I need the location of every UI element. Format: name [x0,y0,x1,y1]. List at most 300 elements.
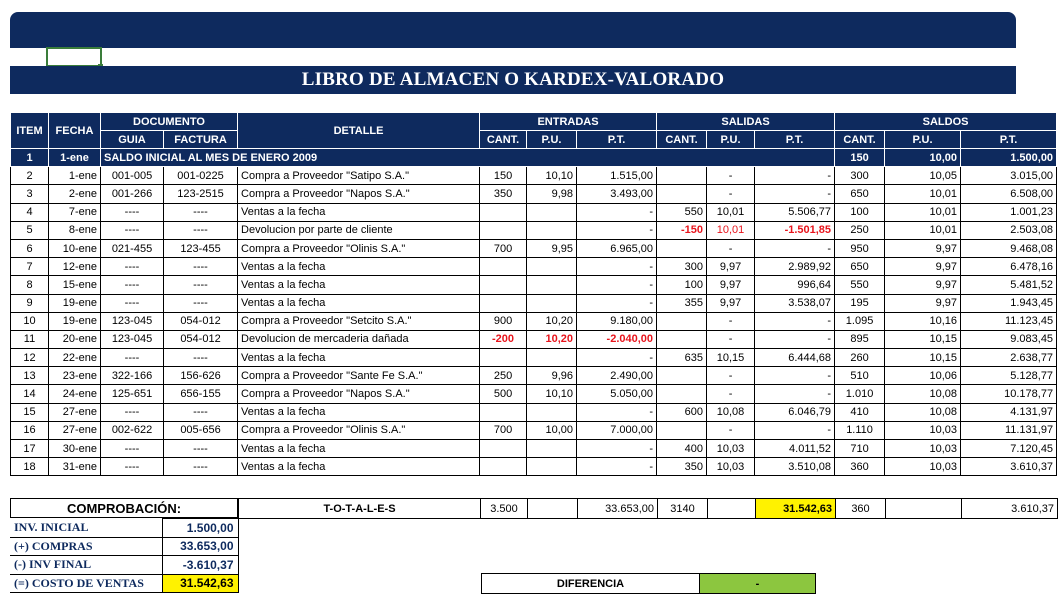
cell-saldo-pu[interactable]: 10,03 [885,440,961,458]
cell-saldo-pu[interactable]: 10,16 [885,312,961,330]
cell-entradas-cant[interactable] [480,403,527,421]
cell-entradas-cant[interactable]: 700 [480,239,527,257]
selected-cell[interactable] [46,47,102,67]
cell-entradas-cant[interactable]: 900 [480,312,527,330]
cell-saldo-cant[interactable]: 550 [835,276,885,294]
cell-entradas-cant[interactable]: 700 [480,421,527,439]
cell-entradas-cant[interactable] [480,203,527,221]
cell-salidas-pt[interactable]: - [755,385,835,403]
cell-entradas-pt[interactable]: - [577,221,657,239]
cell-salidas-cant[interactable] [657,167,707,185]
diferencia-value[interactable]: - [700,574,816,594]
cell-factura[interactable]: 656-155 [164,385,238,403]
totals-saldos-pu[interactable] [886,499,962,519]
cell-guia[interactable]: ---- [101,221,164,239]
comprobacion-row [10,574,238,593]
cell-item[interactable]: 2 [11,167,49,185]
cell-guia[interactable]: ---- [101,294,164,312]
cell-entradas-pt[interactable]: - [577,203,657,221]
cell-fecha[interactable]: 1-ene [49,167,101,185]
cell-salidas-pt[interactable]: - [755,330,835,348]
cell-detalle[interactable]: Ventas a la fecha [238,276,480,294]
cell-entradas-cant[interactable]: 350 [480,185,527,203]
cell-entradas-pt[interactable]: - [577,349,657,367]
cell-saldo-cant[interactable]: 1.095 [835,312,885,330]
cell-detalle[interactable]: Compra a Proveedor "Setcito S.A." [238,312,480,330]
cell-guia[interactable]: 125-651 [101,385,164,403]
cell-guia[interactable]: ---- [101,458,164,476]
cell-salidas-pt[interactable]: 6.444,68 [755,349,835,367]
cell-saldo-pt[interactable]: 3.610,37 [961,458,1057,476]
cell-guia[interactable]: ---- [101,440,164,458]
cell-entradas-pt[interactable]: - [577,276,657,294]
cell-detalle[interactable]: Compra a Proveedor "Olinis S.A." [238,421,480,439]
cell-fecha[interactable]: 27-ene [49,403,101,421]
cell-entradas-cant[interactable] [480,349,527,367]
cell-factura[interactable]: 001-0225 [164,167,238,185]
cell-saldo-cant[interactable]: 710 [835,440,885,458]
cell-saldo-pu[interactable]: 10,08 [885,403,961,421]
cell-saldo-cant[interactable]: 150 [835,149,885,167]
table-row [11,385,1057,403]
cell-detalle[interactable]: Ventas a la fecha [238,403,480,421]
cell-saldo-pu[interactable]: 10,00 [885,149,961,167]
cell-fecha[interactable]: 10-ene [49,239,101,257]
cell-detalle[interactable]: SALDO INICIAL AL MES DE ENERO 2009 [101,149,835,167]
cell-detalle[interactable]: Devolucion de mercaderia dañada [238,330,480,348]
cell-entradas-pt[interactable]: -2.040,00 [577,330,657,348]
cell-salidas-pu[interactable]: 9,97 [707,294,755,312]
cell-salidas-cant[interactable]: 350 [657,458,707,476]
cell-salidas-pu[interactable]: - [707,185,755,203]
cell-entradas-pt[interactable]: 1.515,00 [577,167,657,185]
comprobacion-title: COMPROBACIÓN: [10,498,238,518]
cell-detalle[interactable]: Ventas a la fecha [238,458,480,476]
cell-saldo-pt[interactable]: 4.131,97 [961,403,1057,421]
table-row [11,440,1057,458]
cell-saldo-pt[interactable]: 9.468,08 [961,239,1057,257]
cell-factura[interactable]: ---- [164,458,238,476]
header-factura: FACTURA [164,131,238,149]
cell-item[interactable]: 17 [11,440,49,458]
diferencia-box [481,573,816,594]
cell-salidas-cant[interactable] [657,330,707,348]
header-entradas-pu: P.U. [527,131,577,149]
costo-ventas-label: (=) COSTO DE VENTAS [10,574,162,593]
cell-item[interactable]: 5 [11,221,49,239]
cell-item[interactable]: 9 [11,294,49,312]
cell-salidas-pt[interactable]: 2.989,92 [755,258,835,276]
cell-entradas-cant[interactable] [480,440,527,458]
cell-saldo-pt[interactable]: 1.500,00 [961,149,1057,167]
cell-salidas-pt[interactable]: - [755,367,835,385]
cell-entradas-pu[interactable] [527,221,577,239]
cell-salidas-pt[interactable]: 3.510,08 [755,458,835,476]
cell-saldo-pt[interactable]: 5.481,52 [961,276,1057,294]
totals-entradas-pu[interactable] [528,499,578,519]
cell-salidas-pu[interactable]: 10,01 [707,221,755,239]
cell-guia[interactable]: ---- [101,203,164,221]
cell-entradas-pu[interactable] [527,276,577,294]
header-fecha: FECHA [49,113,101,149]
cell-saldo-pu[interactable]: 9,97 [885,276,961,294]
table-row [11,294,1057,312]
cell-factura[interactable]: 005-656 [164,421,238,439]
cell-entradas-pu[interactable]: 9,95 [527,239,577,257]
cell-entradas-pt[interactable]: - [577,403,657,421]
cell-fecha[interactable]: 20-ene [49,330,101,348]
cell-entradas-pu[interactable] [527,403,577,421]
cell-factura[interactable]: 123-455 [164,239,238,257]
cell-saldo-cant[interactable]: 895 [835,330,885,348]
cell-factura[interactable]: ---- [164,440,238,458]
cell-salidas-pt[interactable]: -1.501,85 [755,221,835,239]
cell-guia[interactable]: ---- [101,403,164,421]
cell-guia[interactable]: 322-166 [101,367,164,385]
cell-entradas-pu[interactable]: 10,10 [527,167,577,185]
totals-saldos-cant[interactable]: 360 [836,499,886,519]
cell-saldo-cant[interactable]: 100 [835,203,885,221]
cell-item[interactable]: 15 [11,403,49,421]
table-row [11,421,1057,439]
cell-entradas-cant[interactable] [480,258,527,276]
cell-detalle[interactable]: Ventas a la fecha [238,349,480,367]
cell-salidas-pt[interactable]: - [755,421,835,439]
cell-entradas-pu[interactable]: 10,00 [527,421,577,439]
cell-guia[interactable]: ---- [101,276,164,294]
compras-label: (+) COMPRAS [10,537,162,556]
cell-guia[interactable]: 002-622 [101,421,164,439]
cell-factura[interactable]: ---- [164,258,238,276]
totals-salidas-pu[interactable] [708,499,756,519]
inv-final-value[interactable]: -3.610,37 [162,556,238,575]
table-row [11,185,1057,203]
cell-saldo-pu[interactable]: 10,08 [885,385,961,403]
cell-saldo-cant[interactable]: 510 [835,367,885,385]
cell-saldo-pt[interactable]: 3.015,00 [961,167,1057,185]
cell-salidas-cant[interactable] [657,421,707,439]
cell-salidas-pt[interactable]: 6.046,79 [755,403,835,421]
totals-entradas-cant[interactable]: 3.500 [481,499,528,519]
comprobacion-row [10,519,238,538]
cell-entradas-cant[interactable] [480,276,527,294]
cell-fecha[interactable]: 12-ene [49,258,101,276]
cell-salidas-pt[interactable]: - [755,312,835,330]
cell-saldo-pu[interactable]: 10,01 [885,185,961,203]
cell-salidas-pt[interactable]: - [755,239,835,257]
cell-salidas-pu[interactable]: - [707,385,755,403]
cell-salidas-pt[interactable]: 5.506,77 [755,203,835,221]
table-row [11,167,1057,185]
cell-entradas-pu[interactable]: 9,96 [527,367,577,385]
cell-salidas-cant[interactable]: 635 [657,349,707,367]
cell-salidas-pu[interactable]: - [707,421,755,439]
cell-saldo-pt[interactable]: 11.123,45 [961,312,1057,330]
cell-salidas-pu[interactable]: - [707,312,755,330]
cell-saldo-pt[interactable]: 7.120,45 [961,440,1057,458]
costo-ventas-value[interactable]: 31.542,63 [162,574,238,593]
cell-guia[interactable]: 123-045 [101,312,164,330]
cell-saldo-pu[interactable]: 9,97 [885,258,961,276]
cell-fecha[interactable]: 31-ene [49,458,101,476]
cell-salidas-pu[interactable]: - [707,367,755,385]
cell-saldo-pu[interactable]: 10,01 [885,203,961,221]
cell-salidas-pu[interactable]: 9,97 [707,258,755,276]
cell-entradas-pt[interactable]: 9.180,00 [577,312,657,330]
cell-entradas-cant[interactable]: 250 [480,367,527,385]
cell-salidas-pu[interactable]: - [707,167,755,185]
comprobacion-table [10,518,239,593]
cell-salidas-pu[interactable]: - [707,330,755,348]
cell-detalle[interactable]: Compra a Proveedor "Napos S.A." [238,385,480,403]
cell-item[interactable]: 13 [11,367,49,385]
cell-salidas-cant[interactable]: 355 [657,294,707,312]
cell-entradas-cant[interactable] [480,221,527,239]
cell-detalle[interactable]: Compra a Proveedor "Olinis S.A." [238,239,480,257]
inv-final-label: (-) INV FINAL [10,556,162,575]
cell-entradas-pu[interactable]: 10,10 [527,385,577,403]
cell-salidas-pt[interactable]: 996,64 [755,276,835,294]
cell-saldo-pu[interactable]: 9,97 [885,239,961,257]
header-salidas-pu: P.U. [707,131,755,149]
cell-salidas-cant[interactable]: -150 [657,221,707,239]
cell-entradas-pu[interactable]: 9,98 [527,185,577,203]
totals-entradas-pt[interactable]: 33.653,00 [578,499,658,519]
cell-detalle[interactable]: Compra a Proveedor "Satipo S.A." [238,167,480,185]
cell-fecha[interactable]: 23-ene [49,367,101,385]
totals-row [238,498,1058,519]
cell-entradas-pu[interactable]: 10,20 [527,312,577,330]
cell-saldo-pu[interactable]: 10,06 [885,367,961,385]
cell-saldo-cant[interactable]: 360 [835,458,885,476]
cell-entradas-pu[interactable]: 10,20 [527,330,577,348]
totals-salidas-pt[interactable]: 31.542,63 [756,499,836,519]
header-guia: GUIA [101,131,164,149]
cell-salidas-cant[interactable]: 600 [657,403,707,421]
header-entradas: ENTRADAS [480,113,657,131]
cell-entradas-cant[interactable]: 500 [480,385,527,403]
cell-item[interactable]: 4 [11,203,49,221]
cell-guia[interactable]: ---- [101,349,164,367]
cell-saldo-pt[interactable]: 9.083,45 [961,330,1057,348]
initial-balance-row [11,149,1057,167]
header-saldos-cant: CANT. [835,131,885,149]
cell-saldo-cant[interactable]: 1.110 [835,421,885,439]
cell-saldo-pt[interactable]: 1.943,45 [961,294,1057,312]
cell-entradas-cant[interactable]: -200 [480,330,527,348]
cell-entradas-pt[interactable]: - [577,258,657,276]
cell-item[interactable]: 11 [11,330,49,348]
cell-item[interactable]: 1 [11,149,49,167]
totals-saldos-pt[interactable]: 3.610,37 [962,499,1058,519]
inv-inicial-value[interactable]: 1.500,00 [162,519,238,538]
cell-guia[interactable]: 001-005 [101,167,164,185]
cell-fecha[interactable]: 8-ene [49,221,101,239]
cell-salidas-pt[interactable]: 4.011,52 [755,440,835,458]
table-row [11,258,1057,276]
cell-factura[interactable]: 054-012 [164,312,238,330]
cell-factura[interactable]: 123-2515 [164,185,238,203]
totals-label[interactable]: T-O-T-A-L-E-S [239,499,481,519]
cell-fecha[interactable]: 22-ene [49,349,101,367]
cell-saldo-cant[interactable]: 1.010 [835,385,885,403]
cell-factura[interactable]: ---- [164,276,238,294]
cell-detalle[interactable]: Compra a Proveedor "Napos S.A." [238,185,480,203]
cell-guia[interactable]: 001-266 [101,185,164,203]
cell-saldo-pt[interactable]: 2.638,77 [961,349,1057,367]
cell-detalle[interactable]: Compra a Proveedor "Sante Fe S.A." [238,367,480,385]
cell-item[interactable]: 3 [11,185,49,203]
cell-fecha[interactable]: 24-ene [49,385,101,403]
cell-entradas-pu[interactable] [527,349,577,367]
cell-fecha[interactable]: 30-ene [49,440,101,458]
cell-entradas-pu[interactable] [527,258,577,276]
cell-entradas-pu[interactable] [527,440,577,458]
header-salidas-pt: P.T. [755,131,835,149]
cell-saldo-pu[interactable]: 10,15 [885,330,961,348]
cell-guia[interactable]: 021-455 [101,239,164,257]
cell-saldo-cant[interactable]: 195 [835,294,885,312]
cell-entradas-pt[interactable]: 2.490,00 [577,367,657,385]
cell-entradas-pt[interactable]: 6.965,00 [577,239,657,257]
cell-fecha[interactable]: 2-ene [49,185,101,203]
cell-saldo-pu[interactable]: 10,05 [885,167,961,185]
cell-fecha[interactable]: 19-ene [49,312,101,330]
cell-salidas-pu[interactable]: - [707,239,755,257]
header-saldos-pu: P.U. [885,131,961,149]
cell-entradas-pt[interactable]: 3.493,00 [577,185,657,203]
cell-factura[interactable]: 054-012 [164,330,238,348]
cell-saldo-pu[interactable]: 10,15 [885,349,961,367]
cell-fecha[interactable]: 19-ene [49,294,101,312]
cell-entradas-cant[interactable] [480,294,527,312]
cell-detalle[interactable]: Devolucion por parte de cliente [238,221,480,239]
cell-saldo-cant[interactable]: 260 [835,349,885,367]
cell-detalle[interactable]: Ventas a la fecha [238,440,480,458]
cell-salidas-cant[interactable] [657,239,707,257]
cell-salidas-cant[interactable] [657,367,707,385]
cell-entradas-pu[interactable] [527,458,577,476]
cell-salidas-cant[interactable] [657,312,707,330]
cell-item[interactable]: 12 [11,349,49,367]
table-row [11,349,1057,367]
cell-item[interactable]: 16 [11,421,49,439]
totals-salidas-cant[interactable]: 3140 [658,499,708,519]
cell-fecha[interactable]: 1-ene [49,149,101,167]
cell-saldo-pt[interactable]: 11.131,97 [961,421,1057,439]
cell-fecha[interactable]: 15-ene [49,276,101,294]
cell-item[interactable]: 7 [11,258,49,276]
table-row [11,403,1057,421]
cell-detalle[interactable]: Ventas a la fecha [238,294,480,312]
cell-factura[interactable]: 156-626 [164,367,238,385]
cell-salidas-cant[interactable] [657,185,707,203]
cell-saldo-cant[interactable]: 300 [835,167,885,185]
comprobacion-row [10,537,238,556]
cell-salidas-pu[interactable]: 10,01 [707,203,755,221]
cell-salidas-pu[interactable]: 10,03 [707,440,755,458]
cell-item[interactable]: 10 [11,312,49,330]
cell-saldo-pt[interactable]: 5.128,77 [961,367,1057,385]
cell-factura[interactable]: ---- [164,221,238,239]
cell-entradas-pt[interactable]: - [577,440,657,458]
cell-saldo-pt[interactable]: 2.503,08 [961,221,1057,239]
cell-salidas-pt[interactable]: - [755,167,835,185]
cell-guia[interactable]: 123-045 [101,330,164,348]
cell-salidas-pu[interactable]: 10,03 [707,458,755,476]
cell-item[interactable]: 14 [11,385,49,403]
cell-salidas-cant[interactable] [657,385,707,403]
header-salidas-cant: CANT. [657,131,707,149]
cell-factura[interactable]: ---- [164,203,238,221]
cell-fecha[interactable]: 27-ene [49,421,101,439]
cell-detalle[interactable]: Ventas a la fecha [238,258,480,276]
kardex-table [10,112,1057,476]
cell-salidas-cant[interactable]: 400 [657,440,707,458]
cell-salidas-pt[interactable]: - [755,185,835,203]
cell-entradas-pu[interactable] [527,294,577,312]
cell-detalle[interactable]: Ventas a la fecha [238,203,480,221]
cell-item[interactable]: 8 [11,276,49,294]
cell-saldo-pt[interactable]: 6.478,16 [961,258,1057,276]
table-row [11,221,1057,239]
cell-saldo-pu[interactable]: 9,97 [885,294,961,312]
header-documento: DOCUMENTO [101,113,238,131]
cell-salidas-pu[interactable]: 9,97 [707,276,755,294]
cell-saldo-pu[interactable]: 10,03 [885,421,961,439]
diferencia-label[interactable]: DIFERENCIA [482,574,700,594]
cell-saldo-cant[interactable]: 410 [835,403,885,421]
cell-item[interactable]: 18 [11,458,49,476]
cell-saldo-pu[interactable]: 10,03 [885,458,961,476]
cell-factura[interactable]: ---- [164,349,238,367]
cell-saldo-cant[interactable]: 950 [835,239,885,257]
cell-item[interactable]: 6 [11,239,49,257]
cell-fecha[interactable]: 7-ene [49,203,101,221]
compras-value[interactable]: 33.653,00 [162,537,238,556]
cell-saldo-cant[interactable]: 650 [835,258,885,276]
header-entradas-cant: CANT. [480,131,527,149]
cell-entradas-pt[interactable]: 5.050,00 [577,385,657,403]
cell-salidas-pt[interactable]: 3.538,07 [755,294,835,312]
cell-salidas-pu[interactable]: 10,15 [707,349,755,367]
table-row [11,239,1057,257]
cell-entradas-cant[interactable]: 150 [480,167,527,185]
cell-salidas-cant[interactable]: 300 [657,258,707,276]
cell-saldo-pt[interactable]: 6.508,00 [961,185,1057,203]
cell-entradas-pu[interactable] [527,203,577,221]
header-saldos-pt: P.T. [961,131,1057,149]
cell-entradas-pt[interactable]: 7.000,00 [577,421,657,439]
cell-factura[interactable]: ---- [164,403,238,421]
cell-saldo-pt[interactable]: 10.178,77 [961,385,1057,403]
cell-saldo-pt[interactable]: 1.001,23 [961,203,1057,221]
cell-entradas-pt[interactable]: - [577,294,657,312]
cell-salidas-pu[interactable]: 10,08 [707,403,755,421]
cell-salidas-cant[interactable]: 100 [657,276,707,294]
table-row [11,276,1057,294]
cell-saldo-cant[interactable]: 650 [835,185,885,203]
cell-saldo-pu[interactable]: 10,01 [885,221,961,239]
table-row [11,312,1057,330]
cell-entradas-cant[interactable] [480,458,527,476]
cell-salidas-cant[interactable]: 550 [657,203,707,221]
cell-entradas-pt[interactable]: - [577,458,657,476]
cell-guia[interactable]: ---- [101,258,164,276]
cell-factura[interactable]: ---- [164,294,238,312]
table-row [11,458,1057,476]
cell-saldo-cant[interactable]: 250 [835,221,885,239]
